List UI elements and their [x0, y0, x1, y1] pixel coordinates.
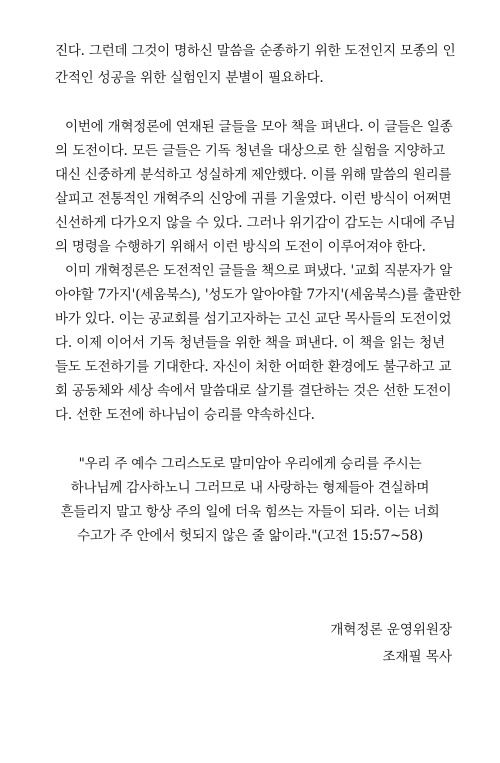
text-line: 의 도전이다. 모든 글들은 기독 청년을 대상으로 한 실험을 지양하고 [55, 143, 445, 159]
signature-title: 개혁정론 운영위원장 [330, 622, 452, 638]
quote-line: 하나님께 감사하노니 그러므로 내 사랑하는 형제들아 견실하며 [70, 480, 430, 496]
text-line: 회 공동체와 세상 속에서 말씀대로 살기를 결단하는 것은 선한 도전이 [55, 383, 452, 399]
text-line: 들도 도전하기를 기대한다. 자신이 처한 어떠한 환경에도 불구하고 교 [55, 359, 452, 375]
signature-name: 조재필 목사 [382, 649, 452, 665]
text-line: 신선하게 다가오지 않을 수 있다. 그러나 위기감이 감도는 시대에 주님 [55, 215, 456, 231]
quote-line: 수고가 주 안에서 헛되지 않은 줄 앎이라."(고전 15:57~58) [77, 528, 423, 544]
quote-line: 흔들리지 말고 항상 주의 일에 더욱 힘쓰는 자들이 되라. 이는 너희 [60, 504, 440, 520]
text-line: 대신 신중하게 분석하고 성실하게 제안했다. 이를 위해 말씀의 원리를 [55, 167, 452, 183]
quote-line: "우리 주 예수 그리스도로 말미암아 우리에게 승리를 주시는 [78, 456, 422, 472]
text-line: 이번에 개혁정론에 연재된 글들을 모아 책을 펴낸다. 이 글들은 일종 [65, 119, 453, 135]
text-line: 이미 개혁정론은 도전적인 글들을 책으로 펴냈다. '교회 직분자가 알 [65, 263, 453, 279]
text-line: 의 명령을 수행하기 위해서 이런 방식의 도전이 이루어져야 한다. [55, 239, 426, 255]
text-line: 진다. 그런데 그것이 명하신 말씀을 순종하기 위한 도전인지 모종의 인 [55, 43, 456, 59]
text-line: 살피고 전통적인 개혁주의 신앙에 귀를 기울였다. 이런 방식이 어쩌면 [55, 191, 452, 207]
text-line: 바가 있다. 이는 공교회를 섬기고자하는 고신 교단 목사들의 도전이었 [55, 311, 452, 327]
text-line: 다. 선한 도전에 하나님이 승리를 약속하신다. [55, 407, 315, 423]
text-line: 간적인 성공을 위한 실험인지 분별이 필요하다. [55, 70, 324, 86]
text-line: 아야할 7가지'(세움북스), '성도가 알아야할 7가지'(세움북스)를 출판한 [55, 287, 461, 303]
text-line: 다. 이제 이어서 기독 청년들을 위한 책을 펴낸다. 이 책을 읽는 청년 [55, 335, 445, 351]
